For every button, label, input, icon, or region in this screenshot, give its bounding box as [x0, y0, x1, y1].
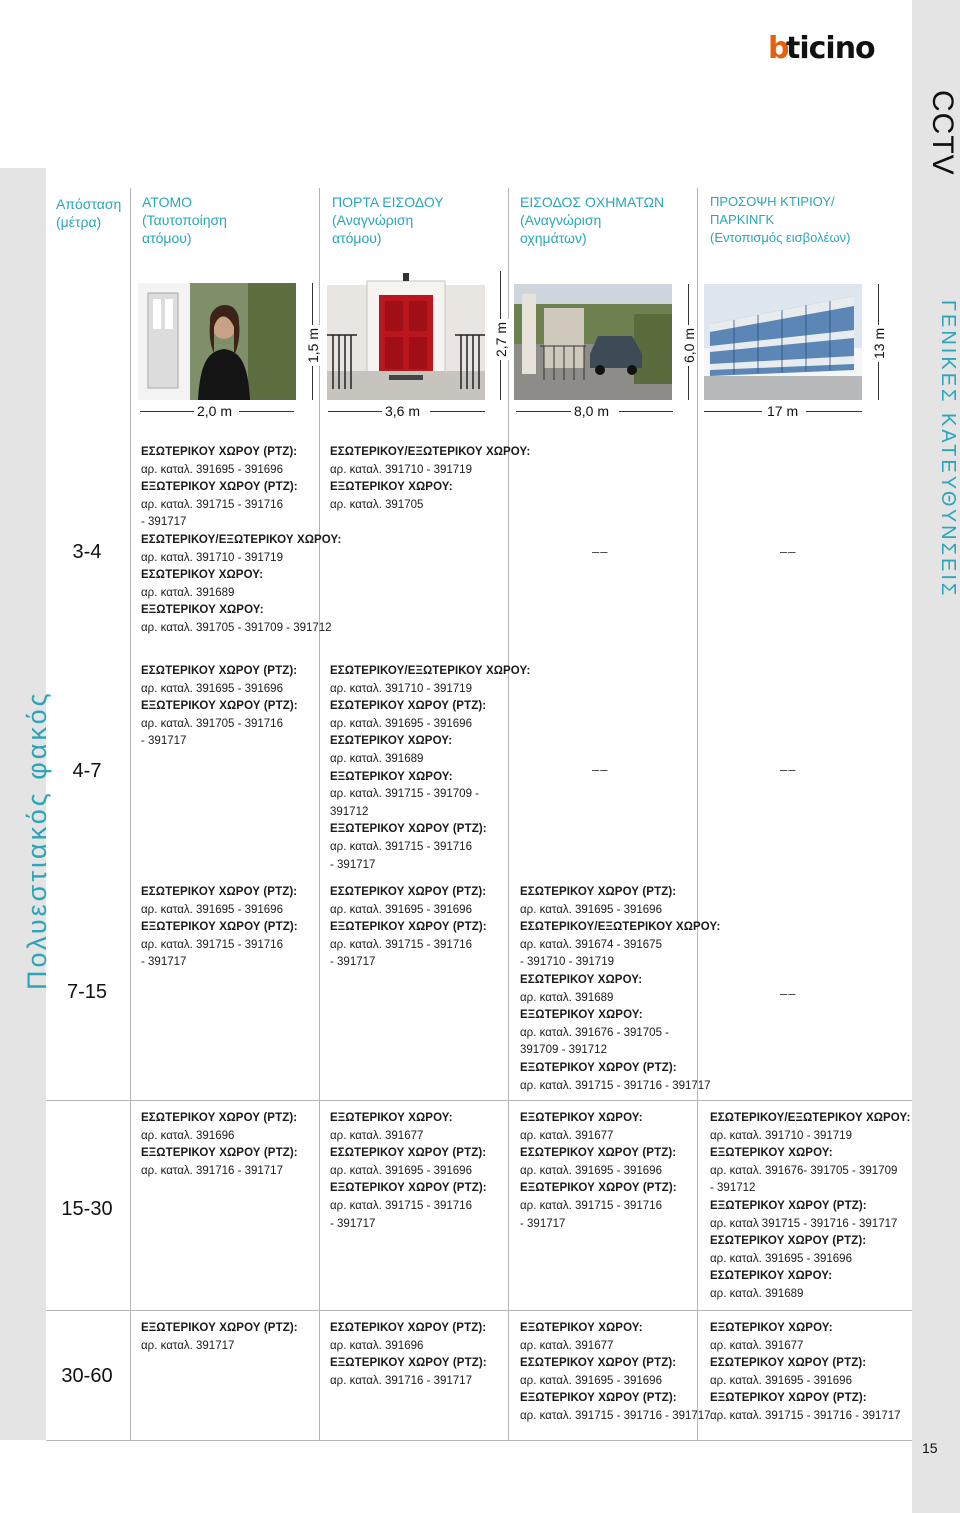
entry-catalog: αρ. καταλ. 391695 - 391696 — [330, 717, 472, 730]
entry-catalog: αρ. καταλ. 391715 - 391716 - 391717 — [520, 1409, 711, 1422]
entry-catalog: αρ. καταλ. 391689 — [330, 752, 424, 765]
empty-cell-dash: –– — [592, 762, 609, 777]
entry-title: ΕΞΩΤΕΡΙΚΟΥ ΧΩΡΟΥ (PTZ): — [520, 1392, 677, 1405]
entry-title: ΕΣΩΤΕΡΙΚΟΥ ΧΩΡΟΥ (PTZ): — [330, 886, 487, 898]
entry-catalog: αρ. καταλ. 391710 - 391719 — [330, 463, 472, 476]
entry-title: ΕΞΩΤΕΡΙΚΟΥ ΧΩΡΟΥ (PTZ): — [520, 1061, 677, 1074]
entry-catalog: - 391717 — [330, 1217, 376, 1230]
entry-title: ΕΣΩΤΕΡΙΚΟΥ ΧΩΡΟΥ (PTZ): — [330, 1322, 487, 1334]
entry-title: ΕΞΩΤΕΡΙΚΟΥ ΧΩΡΟΥ (PTZ): — [141, 1322, 298, 1334]
entry-title: ΕΞΩΤΕΡΙΚΟΥ ΧΩΡΟΥ (PTZ): — [141, 921, 298, 934]
entry-title: ΕΣΩΤΕΡΙΚΟΥ ΧΩΡΟΥ (PTZ): — [330, 1147, 487, 1160]
entry-catalog: αρ. καταλ 391715 - 391716 - 391717 — [710, 1217, 898, 1230]
entry-catalog: αρ. καταλ. 391715 - 391716 - 391717 — [710, 1409, 901, 1422]
entry-catalog: αρ. καταλ. 391715 - 391716 — [330, 938, 472, 951]
width-arrow — [619, 411, 673, 412]
width-arrow — [140, 411, 194, 412]
entry-catalog: αρ. καταλ. 391674 - 391675 — [520, 938, 662, 951]
entry-title: ΕΞΩΤΕΡΙΚΟΥ ΧΩΡΟΥ: — [710, 1322, 833, 1334]
entry-title: ΕΞΩΤΕΡΙΚΟΥ ΧΩΡΟΥ: — [330, 481, 453, 494]
entry-title: ΕΣΩΤΕΡΙΚΟΥ/ΕΞΩΤΕΡΙΚΟΥ ΧΩΡΟΥ: — [710, 1112, 911, 1124]
distance-3-4: 3-4 — [72, 541, 102, 563]
header-vehicle-entrance: ΕΙΣΟΔΟΣ ΟΧΗΜΑΤΩΝ (Αναγνώριση οχημάτων) — [520, 194, 665, 246]
header-entrance-door: ΠΟΡΤΑ ΕΙΣΟΔΟΥ (Αναγνώριση ατόμου) — [332, 194, 444, 246]
entry-catalog: αρ. καταλ. 391716 - 391717 — [330, 1374, 472, 1387]
entry-catalog: - 391717 — [141, 956, 187, 969]
entry-title: ΕΞΩΤΕΡΙΚΟΥ ΧΩΡΟΥ: — [520, 1009, 643, 1022]
entry-title: ΕΞΩΤΕΡΙΚΟΥ ΧΩΡΟΥ (PTZ): — [330, 1182, 487, 1195]
entry-catalog: αρ. καταλ. 391696 — [141, 1129, 235, 1142]
entry-title: ΕΣΩΤΕΡΙΚΟΥ ΧΩΡΟΥ (PTZ): — [520, 886, 677, 898]
grid-line — [130, 188, 131, 1440]
width-label: 8,0 m — [574, 403, 610, 419]
grid-line — [319, 188, 320, 1440]
entry-catalog: αρ. καταλ. 391677 — [520, 1129, 614, 1142]
entry-catalog: αρ. καταλ. 391715 - 391716 - 391717 — [520, 1079, 711, 1092]
cell-r0-c2 — [330, 444, 530, 514]
entry-title: ΕΞΩΤΕΡΙΚΟΥ ΧΩΡΟΥ (PTZ): — [330, 823, 487, 836]
cell-r0-c1 — [141, 444, 341, 638]
cell-r3-c4 — [710, 1110, 910, 1304]
entry-catalog: - 391717 — [520, 1217, 566, 1230]
entry-catalog: αρ. καταλ. 391695 - 391696 — [330, 1164, 472, 1177]
entry-catalog: αρ. καταλ. 391705 — [330, 498, 424, 511]
entry-catalog: αρ. καταλ. 391676 - 391705 - — [520, 1026, 670, 1039]
height-label: 2,7 m — [493, 319, 509, 360]
entry-catalog: αρ. καταλ. 391695 - 391696 — [520, 903, 662, 916]
width-label: 3,6 m — [385, 403, 421, 419]
width-arrow — [704, 411, 762, 412]
vehicle-entrance-photo — [514, 284, 672, 400]
cell-r4-c1 — [141, 1320, 298, 1355]
entry-catalog: 391709 - 391712 — [520, 1044, 607, 1057]
header-distance: Απόσταση (μέτρα) — [56, 196, 122, 230]
cell-r3-c1 — [141, 1110, 298, 1180]
entry-catalog: - 391717 — [330, 956, 376, 969]
entry-title: ΕΞΩΤΕΡΙΚΟΥ ΧΩΡΟΥ: — [330, 770, 453, 783]
grid-line — [46, 1100, 912, 1101]
entry-catalog: αρ. καταλ. 391689 — [710, 1287, 804, 1300]
grid-line — [46, 1440, 912, 1441]
entry-catalog: αρ. καταλ. 391695 - 391696 — [520, 1164, 662, 1177]
header-building-facade: ΠΡΟΣΟΨΗ ΚΤΙΡΙΟΥ/ ΠΑΡΚΙΝΓΚ (Εντοπισμός εισβολέων) — [710, 194, 851, 245]
entry-title: ΕΞΩΤΕΡΙΚΟΥ ΧΩΡΟΥ (PTZ): — [330, 1357, 487, 1370]
height-label: 1,5 m — [305, 325, 321, 366]
entry-catalog: - 391710 - 391719 — [520, 956, 614, 969]
entry-title: ΕΞΩΤΕΡΙΚΟΥ ΧΩΡΟΥ: — [520, 1112, 643, 1124]
entry-title: ΕΣΩΤΕΡΙΚΟΥ/ΕΞΩΤΕΡΙΚΟΥ ΧΩΡΟΥ: — [330, 446, 531, 458]
width-arrow — [239, 411, 294, 412]
width-arrow — [806, 411, 862, 412]
entry-title: ΕΣΩΤΕΡΙΚΟΥ/ΕΞΩΤΕΡΙΚΟΥ ΧΩΡΟΥ: — [330, 665, 531, 677]
logo-wordmark: ticino — [786, 31, 875, 66]
cell-r3-c3 — [520, 1110, 677, 1233]
entry-catalog: αρ. καταλ. 391715 - 391716 — [141, 498, 283, 511]
entry-catalog: αρ. καταλ. 391705 - 391709 - 391712 — [141, 621, 332, 634]
entry-catalog: αρ. καταλ. 391715 - 391716 — [141, 938, 283, 951]
entry-title: ΕΞΩΤΕΡΙΚΟΥ ΧΩΡΟΥ (PTZ): — [710, 1392, 867, 1405]
entry-title: ΕΣΩΤΕΡΙΚΟΥ/ΕΞΩΤΕΡΙΚΟΥ ΧΩΡΟΥ: — [141, 533, 342, 546]
entry-title: ΕΣΩΤΕΡΙΚΟΥ ΧΩΡΟΥ (PTZ): — [710, 1235, 867, 1248]
cell-r2-c2 — [330, 884, 487, 972]
entry-catalog: αρ. καταλ. 391677 — [710, 1339, 804, 1352]
width-arrow — [516, 411, 571, 412]
entry-title: ΕΣΩΤΕΡΙΚΟΥ/ΕΞΩΤΕΡΙΚΟΥ ΧΩΡΟΥ: — [520, 921, 721, 934]
header-person: ΑΤΟΜΟ (Ταυτοποίηση ατόμου) — [142, 194, 227, 246]
entry-catalog: αρ. καταλ. 391695 - 391696 — [141, 903, 283, 916]
entry-title: ΕΞΩΤΕΡΙΚΟΥ ΧΩΡΟΥ (PTZ): — [330, 921, 487, 934]
entry-catalog: - 391717 — [141, 516, 187, 529]
person-photo — [138, 283, 296, 400]
entry-catalog: αρ. καταλ. 391710 - 391719 — [330, 682, 472, 695]
entry-title: ΕΣΩΤΕΡΙΚΟΥ ΧΩΡΟΥ: — [330, 735, 453, 748]
entry-catalog: αρ. καταλ. 391715 - 391716 — [330, 1199, 472, 1212]
entry-title: ΕΣΩΤΕΡΙΚΟΥ ΧΩΡΟΥ: — [520, 973, 643, 986]
grid-line — [46, 1310, 912, 1311]
entry-catalog: αρ. καταλ. 391695 - 391696 — [710, 1374, 852, 1387]
grid-line — [697, 188, 698, 1440]
entry-catalog: αρ. καταλ. 391695 - 391696 — [330, 903, 472, 916]
entry-catalog: 391712 — [330, 805, 369, 818]
building-photo — [704, 284, 862, 400]
entry-title: ΕΞΩΤΕΡΙΚΟΥ ΧΩΡΟΥ (PTZ): — [141, 700, 298, 713]
entry-catalog: αρ. καταλ. 391715 - 391716 — [520, 1199, 662, 1212]
entry-catalog: αρ. καταλ. 391677 — [520, 1339, 614, 1352]
empty-cell-dash: –– — [592, 544, 609, 559]
door-photo — [327, 271, 485, 400]
entry-title: ΕΞΩΤΕΡΙΚΟΥ ΧΩΡΟΥ: — [141, 604, 264, 617]
entry-catalog: αρ. καταλ. 391716 - 391717 — [141, 1164, 283, 1177]
entry-catalog: αρ. καταλ. 391695 - 391696 — [520, 1374, 662, 1387]
entry-catalog: - 391717 — [141, 735, 187, 748]
distance-30-60: 30-60 — [61, 1365, 113, 1387]
height-label: 13 m — [871, 325, 887, 362]
entry-catalog: αρ. καταλ. 391710 - 391719 — [141, 551, 283, 564]
entry-title: ΕΞΩΤΕΡΙΚΟΥ ΧΩΡΟΥ (PTZ): — [520, 1182, 677, 1195]
entry-catalog: αρ. καταλ. 391676- 391705 - 391709 — [710, 1164, 898, 1177]
entry-catalog: αρ. καταλ. 391717 — [141, 1339, 235, 1352]
page-number: 15 — [922, 1440, 938, 1456]
cell-r1-c2 — [330, 663, 530, 874]
entry-catalog: αρ. καταλ. 391689 — [520, 991, 614, 1004]
entry-title: ΕΞΩΤΕΡΙΚΟΥ ΧΩΡΟΥ: — [520, 1322, 643, 1334]
entry-catalog: αρ. καταλ. 391695 - 391696 — [141, 682, 283, 695]
section-title: CCTV — [926, 90, 959, 176]
entry-title: ΕΣΩΤΕΡΙΚΟΥ ΧΩΡΟΥ (PTZ): — [330, 700, 487, 713]
entry-title: ΕΣΩΤΕΡΙΚΟΥ ΧΩΡΟΥ (PTZ): — [141, 1112, 298, 1124]
entry-catalog: αρ. καταλ. 391689 — [141, 586, 235, 599]
entry-catalog: αρ. καταλ. 391695 - 391696 — [710, 1252, 852, 1265]
entry-catalog: αρ. καταλ. 391705 - 391716 — [141, 717, 283, 730]
empty-cell-dash: –– — [780, 762, 797, 777]
entry-title: ΕΣΩΤΕΡΙΚΟΥ ΧΩΡΟΥ (PTZ): — [710, 1357, 867, 1370]
entry-catalog: αρ. καταλ. 391695 - 391696 — [141, 463, 283, 476]
side-strip — [912, 0, 960, 1513]
entry-catalog: αρ. καταλ. 391715 - 391709 - — [330, 788, 480, 801]
empty-cell-dash: –– — [780, 544, 797, 559]
width-label: 2,0 m — [197, 403, 233, 419]
entry-catalog: - 391717 — [330, 858, 376, 871]
cell-r4-c3 — [520, 1320, 711, 1426]
distance-7-15: 7-15 — [66, 981, 108, 1003]
entry-title: ΕΞΩΤΕΡΙΚΟΥ ΧΩΡΟΥ (PTZ): — [710, 1199, 867, 1212]
cell-r2-c1 — [141, 884, 298, 972]
entry-title: ΕΣΩΤΕΡΙΚΟΥ ΧΩΡΟΥ (PTZ): — [141, 886, 298, 898]
cell-r4-c4 — [710, 1320, 901, 1426]
cell-r1-c1 — [141, 663, 298, 751]
subsection-title: ΓΕΝΙΚΕΣ ΚΑΤΕΥΘΥΝΣΕΙΣ — [937, 300, 959, 599]
entry-catalog: - 391712 — [710, 1182, 756, 1195]
cell-r3-c2 — [330, 1110, 487, 1233]
height-label: 6,0 m — [681, 325, 697, 366]
entry-title: ΕΞΩΤΕΡΙΚΟΥ ΧΩΡΟΥ: — [330, 1112, 453, 1124]
entry-title: ΕΞΩΤΕΡΙΚΟΥ ΧΩΡΟΥ (PTZ): — [141, 481, 298, 494]
entry-title: ΕΞΩΤΕΡΙΚΟΥ ΧΩΡΟΥ: — [710, 1147, 833, 1160]
entry-title: ΕΣΩΤΕΡΙΚΟΥ ΧΩΡΟΥ: — [710, 1270, 833, 1283]
cell-r2-c3 — [520, 884, 720, 1095]
width-arrow — [328, 411, 382, 412]
entry-catalog: αρ. καταλ. 391677 — [330, 1129, 424, 1142]
entry-catalog: αρ. καταλ. 391696 — [330, 1339, 424, 1352]
width-label: 17 m — [767, 403, 799, 419]
cell-r4-c2 — [330, 1320, 487, 1390]
entry-catalog: αρ. καταλ. 391715 - 391716 — [330, 840, 472, 853]
entry-title: ΕΣΩΤΕΡΙΚΟΥ ΧΩΡΟΥ (PTZ): — [520, 1147, 677, 1160]
entry-catalog: αρ. καταλ. 391710 - 391719 — [710, 1129, 852, 1142]
entry-title: ΕΣΩΤΕΡΙΚΟΥ ΧΩΡΟΥ (PTZ): — [520, 1357, 677, 1370]
width-arrow — [430, 411, 485, 412]
bticino-logo — [768, 31, 902, 66]
distance-15-30: 15-30 — [61, 1198, 113, 1220]
distance-4-7: 4-7 — [72, 760, 102, 782]
lens-label: Πολυεστιακός φακός — [22, 690, 52, 990]
empty-cell-dash: –– — [780, 986, 797, 1001]
entry-title: ΕΣΩΤΕΡΙΚΟΥ ΧΩΡΟΥ: — [141, 569, 264, 582]
logo-letter-b: b — [768, 31, 789, 66]
entry-title: ΕΣΩΤΕΡΙΚΟΥ ΧΩΡΟΥ (PTZ): — [141, 665, 298, 677]
entry-title: ΕΣΩΤΕΡΙΚΟΥ ΧΩΡΟΥ (PTZ): — [141, 446, 298, 458]
entry-title: ΕΞΩΤΕΡΙΚΟΥ ΧΩΡΟΥ (PTZ): — [141, 1147, 298, 1160]
